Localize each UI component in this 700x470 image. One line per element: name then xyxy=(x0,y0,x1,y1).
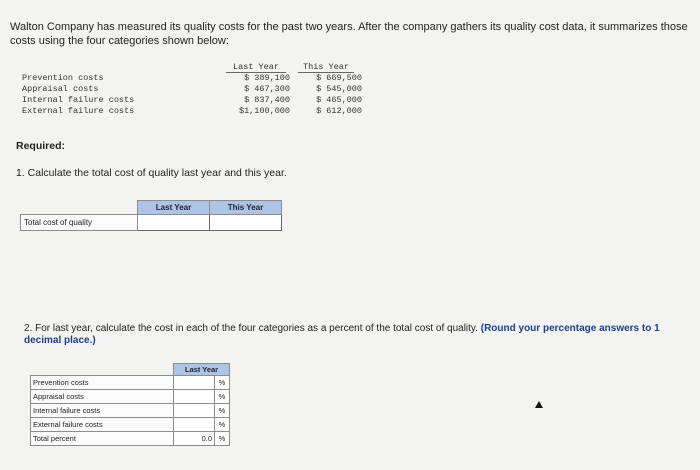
table-row xyxy=(31,376,230,390)
quality-cost-table xyxy=(22,62,362,117)
last-year-value: $1,100,000 xyxy=(238,106,290,116)
table-row xyxy=(22,73,362,84)
total-cost-last-year-input[interactable] xyxy=(138,215,210,231)
table-row xyxy=(22,95,362,106)
table-row xyxy=(22,106,362,117)
percent-sign: % xyxy=(215,376,230,390)
appraisal-percent-input[interactable] xyxy=(174,390,215,404)
internal-failure-percent-input[interactable] xyxy=(174,404,215,418)
row-label: Appraisal costs xyxy=(22,84,99,94)
table-row xyxy=(31,418,230,432)
percent-sign: % xyxy=(215,390,230,404)
prevention-costs-label: Prevention costs xyxy=(31,376,174,390)
answer2-header-last-year: Last Year xyxy=(174,364,230,376)
internal-failure-costs-label: Internal failure costs xyxy=(31,404,174,418)
question-1-text: 1. Calculate the total cost of quality last year and this year. xyxy=(16,167,287,179)
this-year-value: $ 465,000 xyxy=(316,95,362,105)
question-2-body: 2. For last year, calculate the cost in each of the four categories as a percent of the total cost of quality. xyxy=(24,323,478,334)
table-row xyxy=(31,432,230,446)
row-label: Prevention costs xyxy=(22,73,104,83)
total-percent-label: Total percent xyxy=(31,432,174,446)
question-1-answer-table xyxy=(20,200,282,231)
question-2-answer-table xyxy=(30,363,230,446)
prevention-percent-input[interactable] xyxy=(174,376,215,390)
percent-sign: % xyxy=(215,404,230,418)
table-row xyxy=(31,390,230,404)
table-row xyxy=(21,215,282,231)
last-year-value: $ 467,300 xyxy=(244,84,290,94)
last-year-value: $ 389,100 xyxy=(244,73,290,83)
table-row xyxy=(31,404,230,418)
required-heading: Required: xyxy=(16,140,66,152)
appraisal-costs-label: Appraisal costs xyxy=(31,390,174,404)
header-this-year: This Year xyxy=(298,62,354,73)
table-row xyxy=(22,84,362,95)
row-label: External failure costs xyxy=(22,106,135,116)
rounding-hint: (Round your percentage answers to 1 decimal place.) xyxy=(24,323,660,346)
problem-intro: Walton Company has measured its quality costs for the past two years. After the company gathers its quality cost data, it summarizes those costs using the four categories shown below: xyxy=(10,21,688,47)
answer1-header-last-year: Last Year xyxy=(138,201,210,215)
last-year-value: $ 837,400 xyxy=(244,95,290,105)
this-year-value: $ 612,000 xyxy=(316,106,362,116)
mouse-cursor-icon xyxy=(535,401,543,408)
external-failure-percent-input[interactable] xyxy=(174,418,215,432)
header-last-year: Last Year xyxy=(226,62,286,73)
this-year-value: $ 669,500 xyxy=(316,73,362,83)
this-year-value: $ 545,000 xyxy=(316,84,362,94)
percent-sign: % xyxy=(215,432,230,446)
total-cost-of-quality-label: Total cost of quality xyxy=(21,215,138,231)
row-label: Internal failure costs xyxy=(22,95,135,105)
question-2-text xyxy=(24,323,684,347)
total-percent-value: 0.0 xyxy=(174,432,215,446)
answer1-header-this-year: This Year xyxy=(210,201,282,215)
percent-sign: % xyxy=(215,418,230,432)
external-failure-costs-label: External failure costs xyxy=(31,418,174,432)
total-cost-this-year-input[interactable] xyxy=(210,215,282,231)
